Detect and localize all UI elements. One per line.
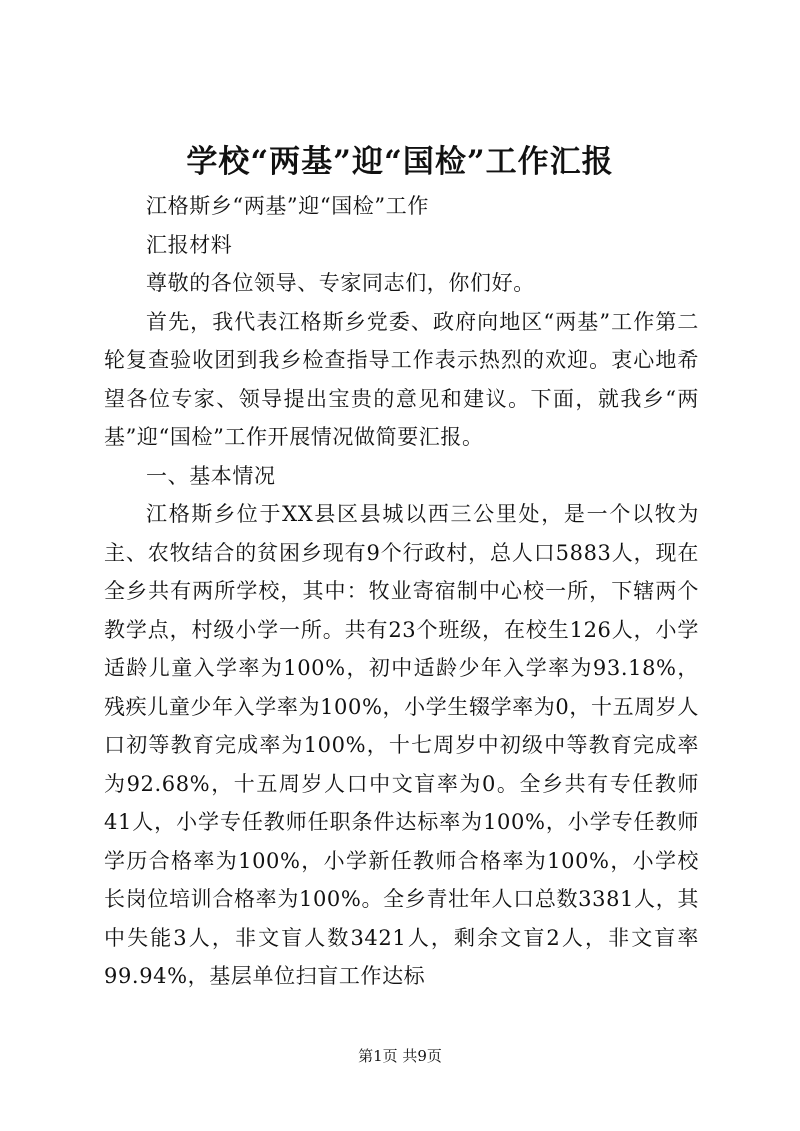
- paragraph-basic-info: 江格斯乡位于XX县区县城以西三公里处，是一个以牧为主、农牧结合的贫困乡现有9个行政村，总人口5883人，现在全乡共有两所学校，其中：牧业寄宿制中心校一所，下辖两个教学点，村级小学一所。共有23个班级，在校生126人，小学适龄儿童入学率为100%，初中适龄少年入学率为93.18%，残疾儿童少年入学率为100%，小学生辍学率为0，十五周岁人口初等教育完成率为100%，十七周岁中初级中等教育完成率为92.68%，十五周岁人口中文盲率为0。全乡共有专任教师41人，小学专任教师任职条件达标率为100%，小学专任教师学历合格率为100%，小学新任教师合格率为100%，小学校长岗位培训合格率为100%。全乡青壮年人口总数3381人，其中失能3人，非文盲人数3421人，剩余文盲2人，非文盲率99.94%，基层单位扫盲工作达标: [104, 502, 699, 988]
- paragraph-subtitle-line1: 江格斯乡“两基”迎“国检”工作: [146, 194, 429, 218]
- paragraph-welcome: 首先，我代表江格斯乡党委、政府向地区“两基”工作第二轮复查验收团到我乡检查指导工作表示热烈的欢迎。衷心地希望各位专家、领导提出宝贵的意见和建议。下面，就我乡“两基”迎“国检”工作开展情况做简要汇报。: [104, 309, 699, 449]
- paragraph-subtitle-line2: 汇报材料: [146, 232, 233, 257]
- section-heading-basic-info: 一、基本情况: [146, 463, 276, 488]
- paragraph-greeting: 尊敬的各位领导、专家同志们，你们好。: [146, 271, 535, 295]
- document-body: [104, 187, 699, 996]
- document-title: 学校“两基”迎“国检”工作汇报: [186, 144, 614, 180]
- page-footer: 第1页 共9页: [358, 1047, 442, 1065]
